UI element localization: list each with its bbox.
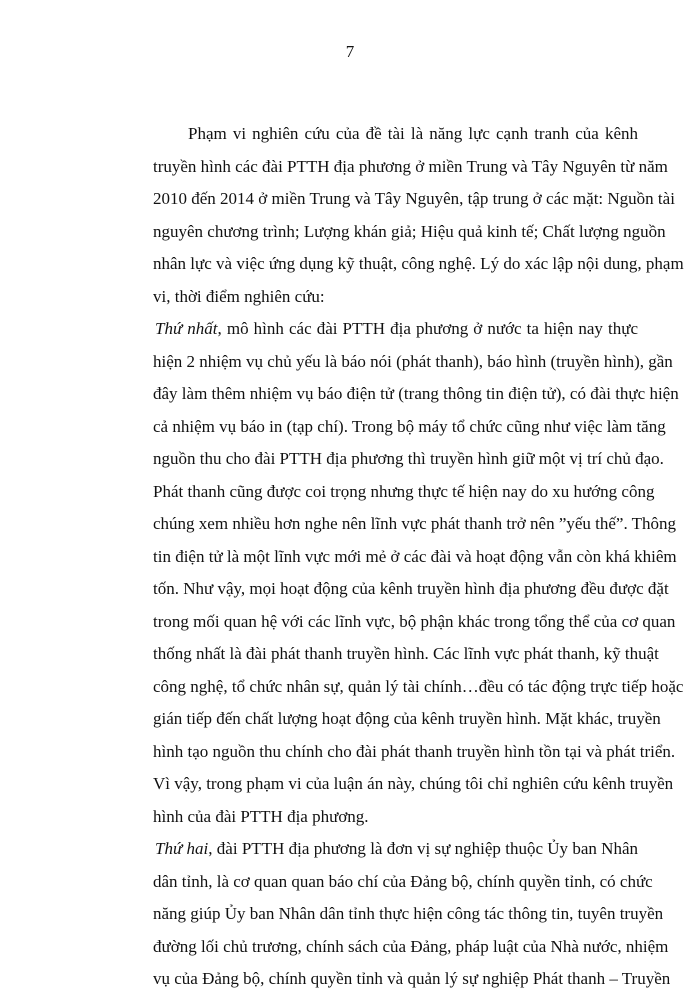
text-line: trong mối quan hệ với các lĩnh vực, bộ phận khác trong tổng thể của cơ quan [153,611,676,631]
text-line [153,833,638,866]
text-line: hình của đài PTTH địa phương. [153,806,369,826]
page-number: 7 [345,42,355,61]
text-line: vụ của Đảng bộ, chính quyền tỉnh và quản lý sự nghiệp Phát thanh – Truyền [153,969,671,988]
line-rest: , đài PTTH địa phương là đơn vị sự nghiệp thuộc Ủy ban Nhân [208,839,639,858]
text-line: hình tạo nguồn thu chính cho đài phát thanh truyền hình tồn tại và phát triển. [153,741,676,761]
paragraph-first-reason [153,313,684,833]
text-line: đường lối chủ trương, chính sách của Đảng, pháp luật của Nhà nước, nhiệm [153,936,669,956]
text-line: vi, thời điểm nghiên cứu: [153,286,325,306]
text-line: truyền hình các đài PTTH địa phương ở miền Trung và Tây Nguyên từ năm [153,156,668,176]
text-line: Phạm vi nghiên cứu của đề tài là năng lực cạnh tranh của kênh [188,124,638,143]
text-line: Vì vậy, trong phạm vi của luận án này, chúng tôi chỉ nghiên cứu kênh truyền [153,774,674,793]
text-line: thống nhất là đài phát thanh truyền hình. Các lĩnh vực phát thanh, kỹ thuật [153,644,659,663]
text-line: đây làm thêm nhiệm vụ báo điện tử (trang thông tin điện tử), có đài thực hiện [153,384,679,403]
text-line: chúng xem nhiều hơn nghe nên lĩnh vực phát thanh trở nên ”yếu thế”. Thông [153,514,677,533]
text-line: năng giúp Ủy ban Nhân dân tỉnh thực hiện công tác thông tin, tuyên truyền [153,904,664,923]
italic-lead: Thứ nhất [155,319,218,338]
line-rest: , mô hình các đài PTTH địa phương ở nước ta hiện nay thực [217,319,638,338]
document-body [153,118,684,996]
text-line: nhân lực và việc ứng dụng kỹ thuật, công nghệ. Lý do xác lập nội dung, phạm [153,254,684,273]
paragraph-scope [153,118,684,313]
text-line: cả nhiệm vụ báo in (tạp chí). Trong bộ máy tổ chức cũng như việc làm tăng [153,416,666,436]
text-line: dân tỉnh, là cơ quan quan báo chí của Đảng bộ, chính quyền tỉnh, có chức [153,871,653,891]
text-line: Phát thanh cũng được coi trọng nhưng thực tế hiện nay do xu hướng công [153,481,655,501]
italic-lead: Thứ hai [155,839,209,858]
text-line: 2010 đến 2014 ở miền Trung và Tây Nguyên, tập trung ở các mặt: Nguồn tài [153,189,675,208]
paragraph-second-reason [153,833,671,996]
text-line: công nghệ, tổ chức nhân sự, quản lý tài chính…đều có tác động trực tiếp hoặc [153,676,684,696]
text-line: hiện 2 nhiệm vụ chủ yếu là báo nói (phát thanh), báo hình (truyền hình), gần [153,351,673,371]
text-line: nguyên chương trình; Lượng khán giả; Hiệu quả kinh tế; Chất lượng nguồn [153,221,666,241]
text-line [153,313,638,346]
text-line: tốn. Như vậy, mọi hoạt động của kênh truyền hình địa phương đều được đặt [153,579,669,598]
text-line: nguồn thu cho đài PTTH địa phương thì truyền hình giữ một vị trí chủ đạo. [153,449,664,468]
text-line: gián tiếp đến chất lượng hoạt động của kênh truyền hình. Mặt khác, truyền [153,709,661,728]
text-line: tin điện tử là một lĩnh vực mới mẻ ở các đài và hoạt động vẫn còn khá khiêm [153,546,677,566]
